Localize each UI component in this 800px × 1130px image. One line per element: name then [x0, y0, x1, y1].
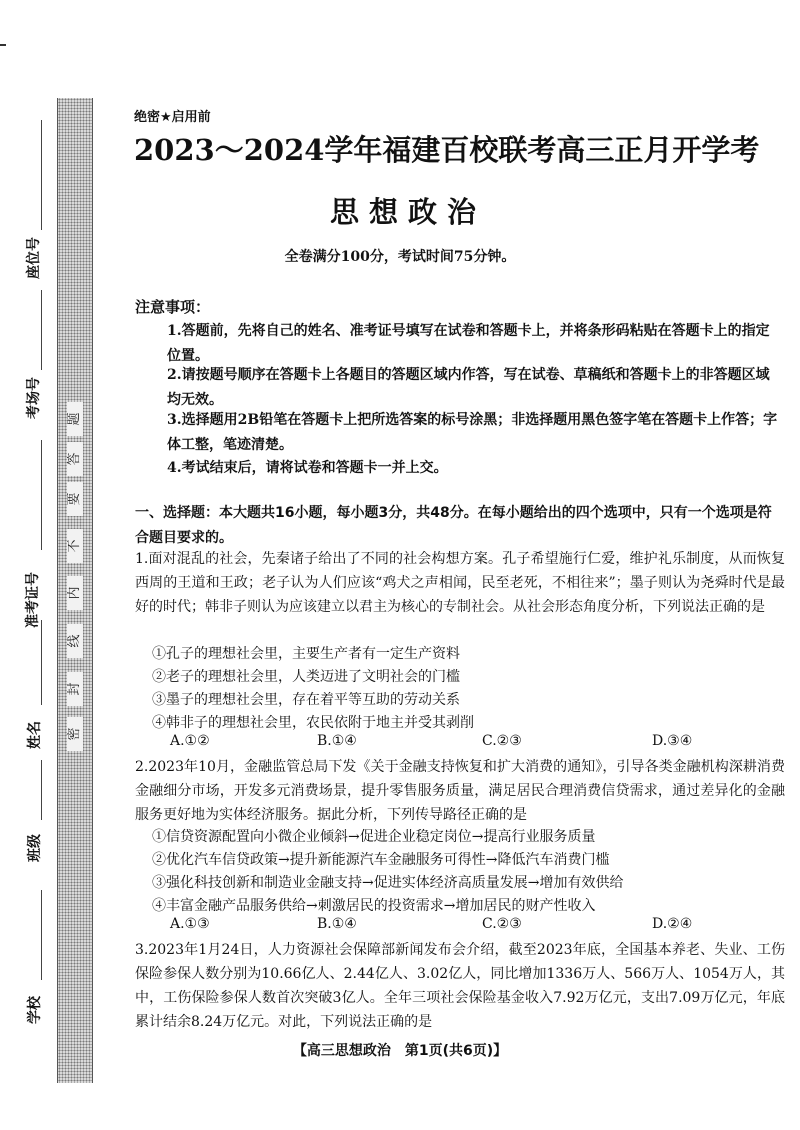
choice-a: A.①③ [170, 916, 210, 932]
question-stem: 1.面对混乱的社会，先秦诸子给出了不同的社会构想方案。孔子希望施行仁爱，维护礼乐制度，从而恢复西周的王道和王政；老子认为人们应该“鸡犬之声相闻，民至老死，不相往来”；墨子则认为尧舜时代是最好的时代；韩非子则认为应该建立以君主为核心的专制社会。从社会形态角度分析，下列说法正确的是 [135, 551, 785, 615]
binding-char: 密 [67, 717, 83, 751]
ticket-number-label: 准考证号 [25, 572, 41, 628]
question-option: ④韩非子的理想社会里，农民依附于地主并受其剥削 [152, 715, 474, 731]
school-label: 学校 [27, 996, 43, 1024]
question-option: ③墨子的理想社会里，存在着平等互助的劳动关系 [152, 692, 460, 708]
notice-item: 2.请按题号顺序在答题卡上各题目的答题区域内作答，写在试卷、草稿纸和答题卡上的非答题区域均无效。 [167, 367, 770, 408]
corner-mark [0, 44, 6, 46]
notice-item: 4.考试结束后，请将试卷和答题卡一并上交。 [167, 460, 448, 476]
notice-item: 1.答题前，先将自己的姓名、准考证号填写在试卷和答题卡上，并将条形码粘贴在答题卡上的指定位置。 [167, 323, 770, 364]
school-line [41, 890, 42, 980]
section-heading: 一、选择题：本大题共16小题，每小题3分，共48分。在每小题给出的四个选项中，只有一个选项是符合题目要求的。 [135, 505, 772, 546]
question-stem: 3.2023年1月24日，人力资源社会保障部新闻发布会介绍，截至2023年底，全国基本养老、失业、工伤保险参保人数分别为10.66亿人、2.44亿人、3.02亿人，同比增加1336万人、566万人、1054万人，其中，工伤保险参保人数首次突破3亿人。全年三项社会保险基金收入7.92万亿元，支出7.09万亿元，年底累计结余8.24万亿元。对此，下列说法正确的是 [135, 942, 785, 1030]
choice-c: C.②③ [482, 733, 522, 749]
binding-char: 题 [67, 402, 83, 436]
question-stem: 2.2023年10月，金融监管总局下发《关于金融支持恢复和扩大消费的通知》，引导各类金融机构深耕消费金融细分市场，开发多元消费场景，提升零售服务质量，满足居民合理消费信贷需求，通过差异化的金融服务更好地为实体经济服务。据此分析，下列传导路径正确的是 [135, 759, 785, 823]
score-info: 全卷满分100分，考试时间75分钟。 [284, 249, 516, 265]
exam-room-label: 考场号 [26, 377, 42, 419]
binding-char: 线 [67, 624, 83, 658]
seat-number-label: 座位号 [26, 237, 42, 279]
question-option: ④丰富金融产品服务供给→刺激居民的投资需求→增加居民的财产性收入 [152, 898, 596, 914]
class-label: 班级 [27, 834, 43, 862]
answer-choices [170, 733, 730, 755]
binding-char: 答 [67, 442, 83, 476]
name-label: 姓名 [27, 721, 43, 749]
choice-b: B.①④ [317, 916, 357, 932]
notice-item: 3.选择题用2B铅笔在答题卡上把所选答案的标号涂黑；非选择题用黑色签字笔在答题卡上作答；字体工整，笔迹清楚。 [167, 412, 778, 453]
ticket-number-line [41, 440, 42, 550]
choice-d: D.②④ [652, 916, 693, 932]
choice-d: D.③④ [652, 733, 693, 749]
class-line [41, 760, 42, 820]
choice-c: C.②③ [482, 916, 522, 932]
page-footer: 【高三思想政治 第1页(共6页)】 [292, 1043, 508, 1059]
name-line [41, 620, 42, 705]
exam-title: 2023～2024学年福建百校联考高三正月开学考 [134, 133, 760, 167]
question-option: ①孔子的理想社会里，主要生产者有一定生产资料 [152, 646, 460, 662]
subject-title: 思想政治 [329, 195, 486, 229]
choice-a: A.①② [170, 733, 210, 749]
confidential-mark: 绝密★启用前 [134, 110, 211, 125]
exam-room-line [41, 290, 42, 370]
binding-char: 内 [67, 576, 83, 610]
binding-char: 封 [67, 672, 83, 706]
question-option: ②优化汽车信贷政策→提升新能源汽车金融服务可得性→降低汽车消费门槛 [152, 852, 610, 868]
question-option: ③强化科技创新和制造业金融支持→促进实体经济高质量发展→增加有效供给 [152, 875, 624, 891]
binding-char: 不 [67, 529, 83, 563]
choice-b: B.①④ [317, 733, 357, 749]
answer-choices [170, 916, 730, 938]
question-option: ②老子的理想社会里，人类迈进了文明社会的门槛 [152, 669, 460, 685]
notice-heading: 注意事项： [135, 298, 211, 316]
binding-char: 要 [67, 482, 83, 516]
question-option: ①信贷资源配置向小微企业倾斜→促进企业稳定岗位→提高行业服务质量 [152, 829, 596, 845]
